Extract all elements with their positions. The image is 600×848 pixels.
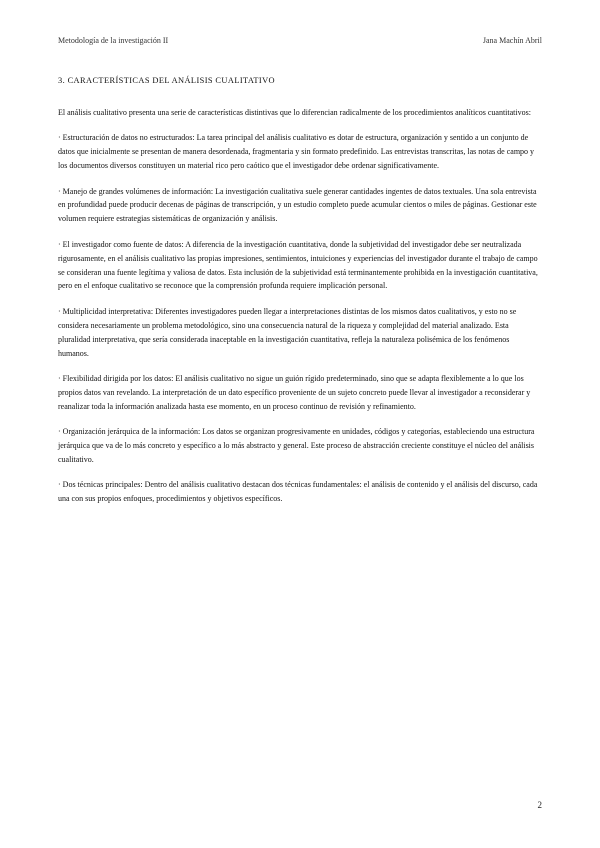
list-item: · Dos técnicas principales: Dentro del análisis cualitativo destacan dos técnicas fundamentales: el análisis de contenido y el análisis del discurso, cada una con sus propios enfoques, procedimientos y objetivos específicos.: [58, 480, 538, 504]
page-number: 2: [537, 800, 542, 810]
list-item: · Organización jerárquica de la información: Los datos se organizan progresivamente en unidades, códigos y categorías, estableciendo una estructura jerárquica que va de lo más concreto y específico a lo más abstracto y general. Este proceso de abstracción creciente constituye el núcleo del análisis cualitativo.: [58, 427, 535, 465]
page-header: [58, 36, 542, 50]
list-item: · El investigador como fuente de datos: A diferencia de la investigación cuantitativa, donde la subjetividad del investigador debe ser neutralizada rigurosamente, en el análisis cualitativo las propias impresiones, sentimientos, intuiciones y experiencias del investigador durante el trabajo de campo se consideran una fuente legítima y valiosa de datos. Esta inclusión de la subjetividad está terminantemente prohibida en la investigación cuantitativa, pero en el enfoque cualitativo se reconoce que la comprensión profunda requiere implicación personal.: [58, 239, 538, 291]
list-item: · Estructuración de datos no estructurados: La tarea principal del análisis cualitativo es dotar de estructura, organización y sentido a un conjunto de datos que inicialmente se presentan de manera desordenada, fragmentaria y sin formato predefinido. Las entrevistas transcritas, las notas de campo y los documentos diversos constituyen un material rico pero caótico que el investigador debe ordenar significativamente.: [58, 133, 535, 171]
header-course: Metodología de la investigación II: [58, 36, 169, 45]
page-content: [58, 74, 542, 518]
list-item: · Manejo de grandes volúmenes de información: La investigación cualitativa suele generar cantidades ingentes de datos textuales. Una sola entrevista en profundidad puede producir decenas de páginas de transcripción, y un estudio completo puede acumular cientos o miles de páginas. Gestionar este volumen requiere estrategias sistemáticas de organización y análisis.: [58, 186, 537, 224]
list-item: · Flexibilidad dirigida por los datos: El análisis cualitativo no sigue un guión rígido predeterminado, sino que se adapta flexiblemente a lo que los propios datos van revelando. La interpretación de un dato específico proveniente de un sujeto concreto puede llevar al investigador a reconsiderar y reanalizar toda la información analizada hasta ese momento, en un proceso continuo de revisión y refinamiento.: [58, 374, 531, 411]
section-intro: El análisis cualitativo presenta una serie de características distintivas que lo diferencian radicalmente de los procedimientos analíticos cuantitativos:: [58, 107, 531, 117]
list-item: · Multiplicidad interpretativa: Diferentes investigadores pueden llegar a interpretaciones distintas de los mismos datos cualitativos, y esto no se considera necesariamente un problema metodológico, sino una consecuencia natural de la riqueza y complejidad del material analizado. Esta pluralidad interpretativa, que sería considerada inaceptable en la investigación cuantitativa, refleja la naturaleza polisémica de los fenómenos humanos.: [58, 306, 517, 358]
header-author: Jana Machín Abril: [482, 36, 542, 45]
section-title: 3. CARACTERÍSTICAS DEL ANÁLISIS CUALITATIVO: [58, 76, 275, 85]
